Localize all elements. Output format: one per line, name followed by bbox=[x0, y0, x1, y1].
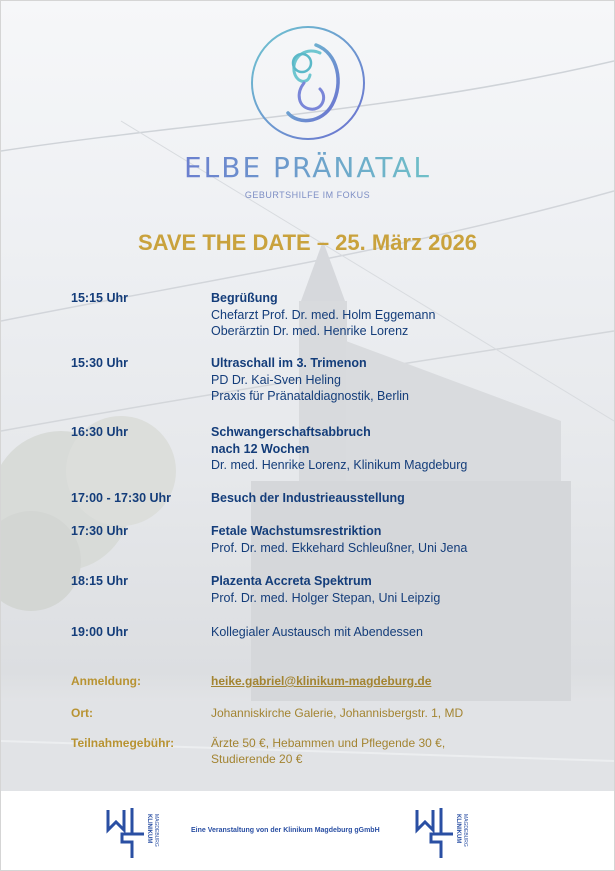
program-speaker: Dr. med. Henrike Lorenz, Klinikum Magdeburg bbox=[211, 458, 468, 472]
program-speaker: Prof. Dr. med. Holger Stepan, Uni Leipzig bbox=[211, 590, 441, 605]
logo-word: KLINIKUM bbox=[146, 814, 152, 844]
fee-value bbox=[211, 735, 445, 767]
program-title: Fetale Wachstumsrestriktion bbox=[211, 524, 382, 538]
program-title: Schwangerschaftsabbruch bbox=[211, 425, 371, 439]
registration-label: Anmeldung: bbox=[71, 674, 141, 688]
program-entry bbox=[211, 573, 440, 606]
registration-email-link[interactable]: heike.gabriel@klinikum-magdeburg.de bbox=[211, 674, 432, 688]
program-entry bbox=[211, 290, 435, 340]
fee-line: Studierende 20 € bbox=[211, 752, 303, 766]
fetus-logo-icon bbox=[248, 23, 368, 143]
program-entry bbox=[211, 523, 467, 556]
logo-sub: MAGDEBURG bbox=[462, 814, 468, 847]
fee-line: Ärzte 50 €, Hebammen und Pflegende 30 €, bbox=[211, 736, 446, 750]
save-the-date-headline: SAVE THE DATE – 25. März 2026 bbox=[137, 230, 478, 255]
program-title: nach 12 Wochen bbox=[211, 441, 310, 456]
program-entry bbox=[211, 624, 423, 641]
program-time: 16:30 Uhr bbox=[71, 425, 128, 439]
program-entry bbox=[211, 355, 409, 405]
logo-sub: MAGDEBURG bbox=[153, 814, 159, 847]
program-title: Kollegialer Austausch mit Abendessen bbox=[211, 625, 423, 639]
program-title: Begrüßung bbox=[211, 291, 278, 305]
footer-organizer-text: Eine Veranstaltung von der Klinikum Magdeburg gGmbH bbox=[191, 827, 380, 834]
program-time: 15:15 Uhr bbox=[71, 291, 128, 305]
fee-label: Teilnahmegebühr: bbox=[71, 736, 175, 750]
brand-tagline: GEBURTSHILFE IM FOKUS bbox=[244, 190, 371, 200]
program-time: 15:30 Uhr bbox=[71, 356, 128, 370]
program-title: Ultraschall im 3. Trimenon bbox=[211, 356, 367, 370]
program-speaker: Chefarzt Prof. Dr. med. Holm Eggemann bbox=[211, 307, 436, 322]
program-entry bbox=[211, 490, 405, 507]
program-speaker: Prof. Dr. med. Ekkehard Schleußner, Uni Jena bbox=[211, 540, 468, 555]
brand-name: ELBE PRÄNATAL bbox=[183, 151, 432, 184]
program-speaker: Oberärztin Dr. med. Henrike Lorenz bbox=[211, 324, 409, 338]
klinikum-logo-icon bbox=[104, 804, 182, 860]
program-time: 19:00 Uhr bbox=[71, 625, 128, 639]
program-speaker: Praxis für Pränataldiagnostik, Berlin bbox=[211, 389, 410, 403]
program-speaker: PD Dr. Kai-Sven Heling bbox=[211, 372, 341, 387]
program-title: Plazenta Accreta Spektrum bbox=[211, 574, 372, 588]
program-entry bbox=[211, 424, 467, 474]
program-title: Besuch der Industrieausstellung bbox=[211, 491, 405, 505]
program-time: 17:00 - 17:30 Uhr bbox=[71, 491, 172, 505]
registration-value bbox=[211, 673, 431, 689]
location-label: Ort: bbox=[71, 706, 93, 720]
logo-word: KLINIKUM bbox=[455, 814, 461, 844]
footer bbox=[1, 791, 614, 870]
location-value: Johanniskirche Galerie, Johannisbergstr. 1, MD bbox=[211, 706, 464, 720]
klinikum-logo-icon bbox=[413, 804, 491, 860]
program-time: 18:15 Uhr bbox=[71, 574, 128, 588]
program-time: 17:30 Uhr bbox=[71, 524, 128, 538]
